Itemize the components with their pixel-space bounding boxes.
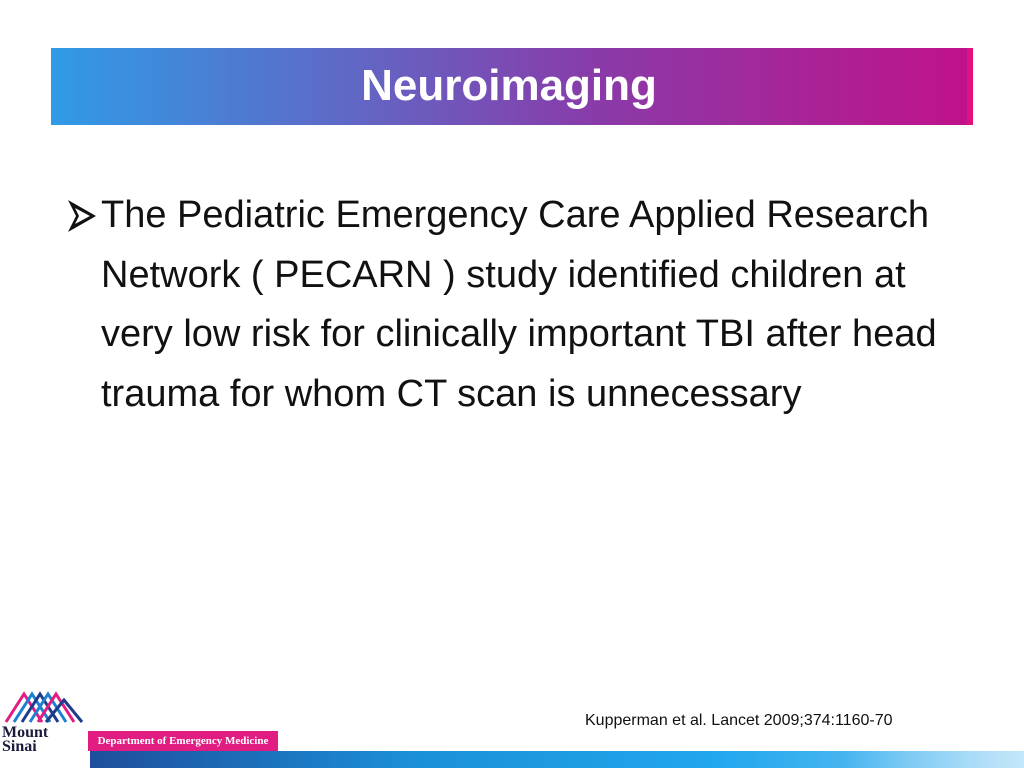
- arrow-bullet-icon: [66, 190, 100, 242]
- footer-highlight: [844, 751, 1024, 768]
- logo-mark-icon: [2, 682, 88, 724]
- bullet-text: The Pediatric Emergency Care Applied Research Network ( PECARN ) study identified children at very low risk for clinically important TBI after head trauma for whom CT scan is unnecessary: [101, 194, 937, 415]
- slide-title: Neuroimaging: [361, 61, 657, 110]
- title-bar: [51, 48, 973, 125]
- citation: Kupperman et al. Lancet 2009;374:1160-70: [585, 712, 893, 729]
- mount-sinai-logo: [0, 678, 90, 768]
- logo-text-sinai: Sinai: [2, 738, 37, 755]
- bullet-item: [66, 186, 966, 424]
- department-label: Department of Emergency Medicine: [88, 731, 278, 751]
- logo-text-mount: Mount: [2, 724, 49, 741]
